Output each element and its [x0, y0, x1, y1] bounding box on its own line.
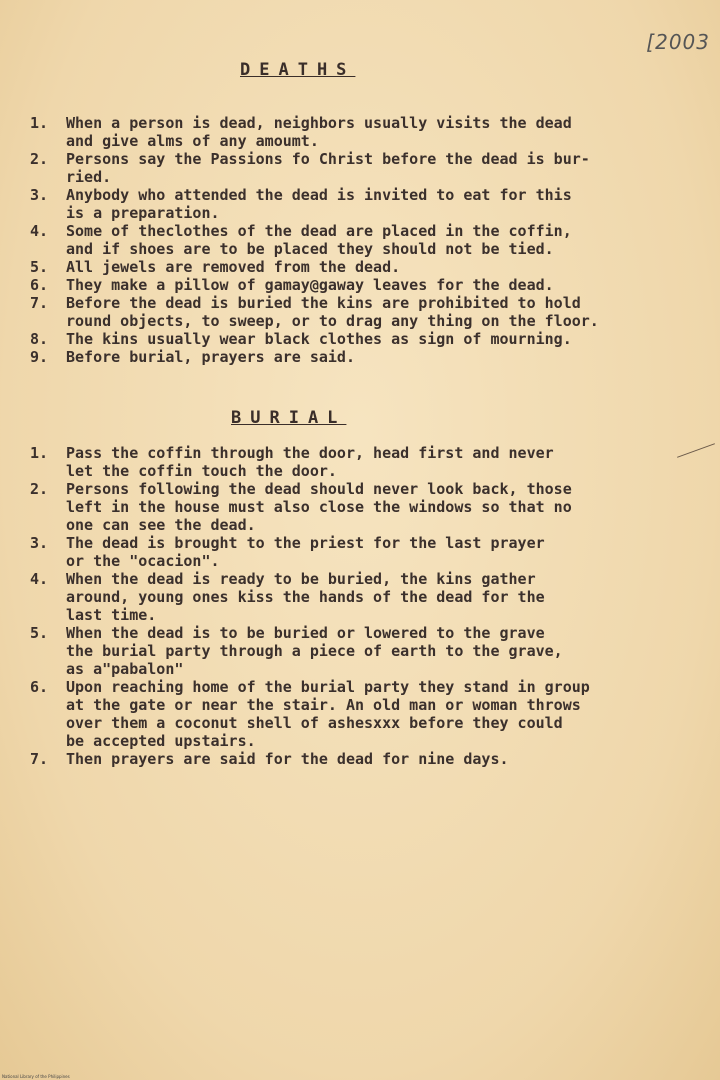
list-item: 7. Before the dead is buried the kins are prohibited to hold round objects, to sweep, or to drag any thing on the floor.: [30, 294, 599, 330]
footer-credit: National Library of the Philippines: [2, 1074, 70, 1079]
list-item: 8. The kins usually wear black clothes as sign of mourning.: [30, 330, 572, 348]
list-item: 9. Before burial, prayers are said.: [30, 348, 355, 366]
list-item: 2. Persons say the Passions fo Christ before the dead is bur- ried.: [30, 150, 590, 186]
list-item: 5. When the dead is to be buried or lowered to the grave the burial party through a piece of earth to the grave, as a"pabalon": [30, 624, 563, 678]
list-item: 7. Then prayers are said for the dead for nine days.: [30, 750, 509, 768]
list-item: 3. The dead is brought to the priest for the last prayer or the "ocacion".: [30, 534, 545, 570]
deaths-list: [30, 114, 702, 366]
list-item: 4. When the dead is ready to be buried, the kins gather around, young ones kiss the hands of the dead for the last time.: [30, 570, 545, 624]
burial-heading: BURIAL: [231, 408, 347, 428]
list-item: 1. When a person is dead, neighbors usually visits the dead and give alms of any amoumt.: [30, 114, 572, 150]
page-number: [2003: [646, 30, 710, 54]
list-item: 2. Persons following the dead should never look back, those left in the house must also close the windows so that no one can see the dead.: [30, 480, 572, 534]
list-item: 6. They make a pillow of gamay@gaway leaves for the dead.: [30, 276, 554, 294]
list-item: 5. All jewels are removed from the dead.: [30, 258, 401, 276]
deaths-heading: DEATHS: [240, 60, 356, 80]
list-item: 4. Some of theclothes of the dead are placed in the coffin, and if shoes are to be placed they should not be tied.: [30, 222, 572, 258]
burial-list: [30, 444, 710, 768]
list-item: 1. Pass the coffin through the door, head first and never let the coffin touch the door.: [30, 444, 554, 480]
list-item: 6. Upon reaching home of the burial party they stand in group at the gate or near the stair. An old man or woman throws over them a coconut shell of ashesxxx before they could be accepted upstairs.: [30, 678, 590, 750]
list-item: 3. Anybody who attended the dead is invited to eat for this is a preparation.: [30, 186, 572, 222]
